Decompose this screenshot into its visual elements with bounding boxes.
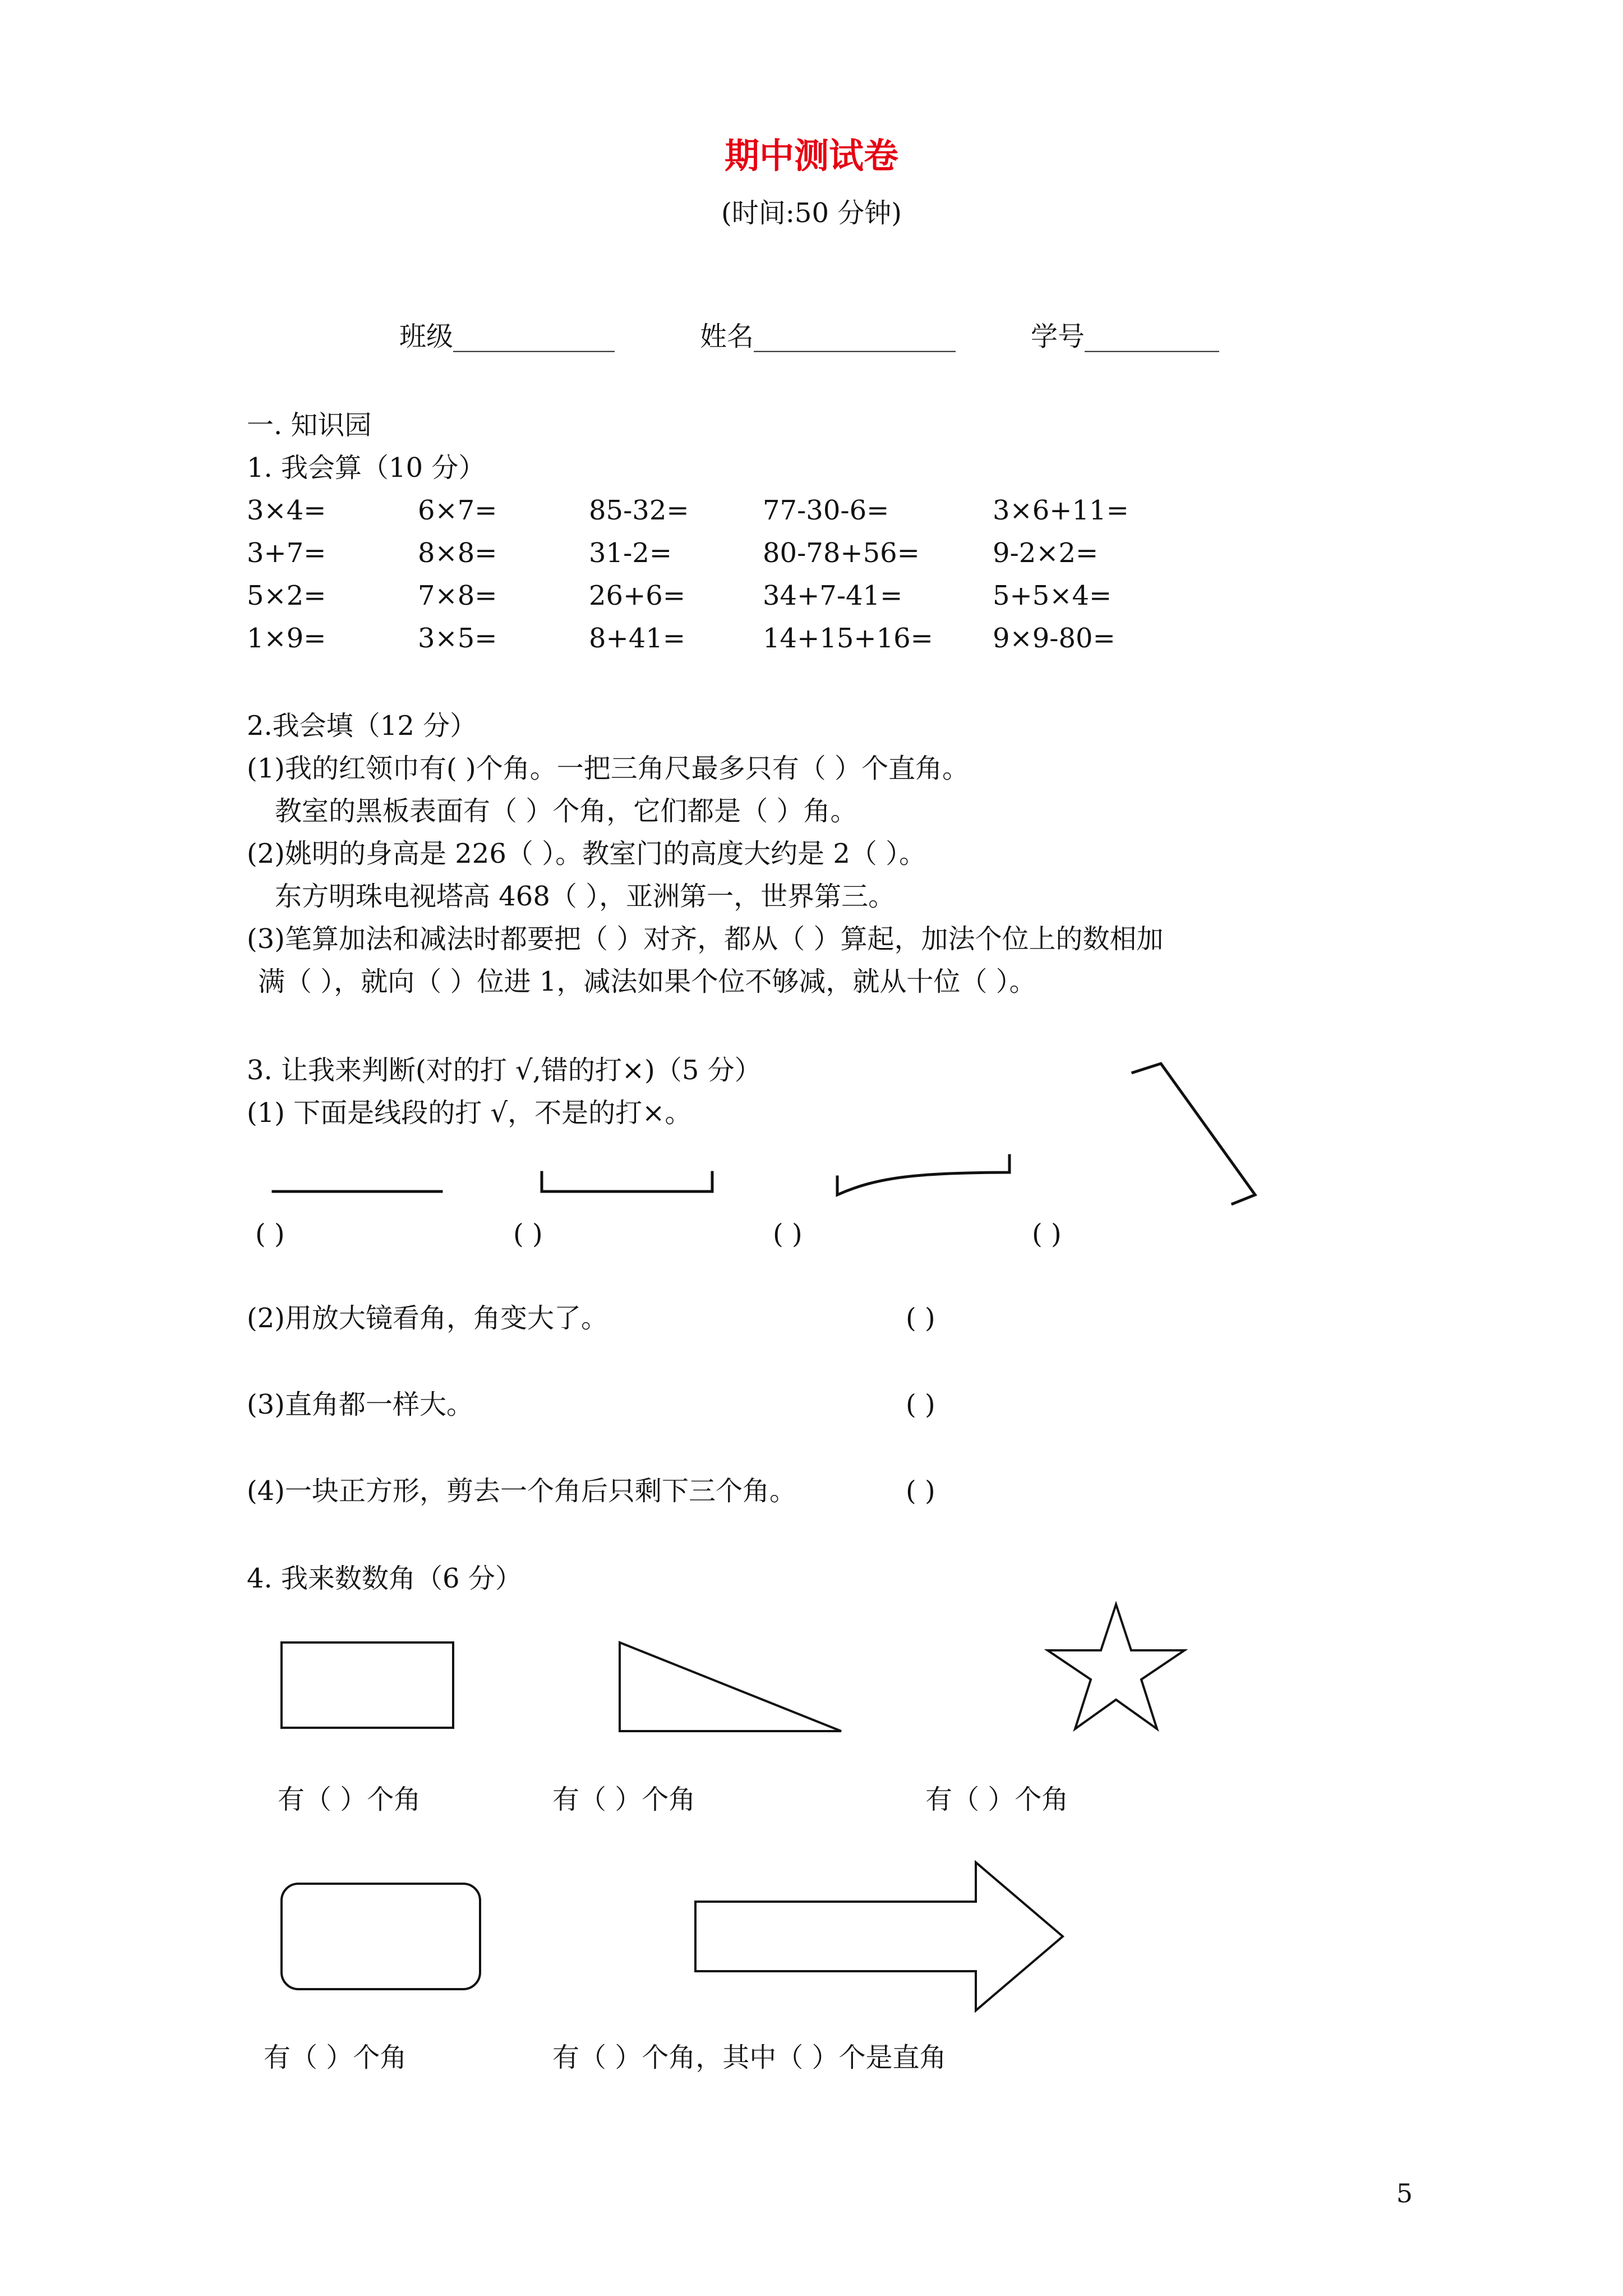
judge-statement: (2)用放大镜看角，角变大了。 xyxy=(247,1303,608,1334)
judge-blank[interactable]: ( ) xyxy=(255,1218,285,1250)
question-1-title: 1. 我会算（10 分） xyxy=(247,452,486,484)
question-2-title: 2.我会填（12 分） xyxy=(247,710,477,742)
question-3-sub1: (1) 下面是线段的打 √，不是的打×。 xyxy=(247,1097,692,1129)
question-3-title: 3. 让我来判断(对的打 √,错的打×)（5 分） xyxy=(247,1055,762,1086)
angle-count-answer[interactable]: 有（ ）个角 xyxy=(278,1784,421,1815)
calc-item: 8+41= xyxy=(589,623,686,654)
section-heading: 一. 知识园 xyxy=(247,409,372,441)
judge-blank[interactable]: ( ) xyxy=(906,1389,935,1420)
calc-item: 77-30-6= xyxy=(763,495,889,526)
judge-blank[interactable]: ( ) xyxy=(906,1303,935,1334)
calc-item: 3×4= xyxy=(247,495,326,526)
question-4-title: 4. 我来数数角（6 分） xyxy=(247,1563,522,1594)
fill-line: (3)笔算加法和减法时都要把（ ）对齐，都从（ ）算起，加法个位上的数相加 xyxy=(247,923,1164,955)
name-field[interactable]: 姓名_______________ xyxy=(700,321,956,352)
judge-blank[interactable]: ( ) xyxy=(513,1218,543,1250)
fill-line: 教室的黑板表面有（ ）个角，它们都是（ ）角。 xyxy=(275,795,857,827)
calc-item: 9-2×2= xyxy=(993,537,1099,569)
fill-line: (1)我的红领巾有( )个角。一把三角尺最多只有（ ）个直角。 xyxy=(247,753,969,784)
student-number-field[interactable]: 学号__________ xyxy=(1031,321,1220,352)
fill-line: 满（ ），就向（ ）位进 1，减法如果个位不够减，就从十位（ ）。 xyxy=(258,966,1036,997)
calc-item: 5+5×4= xyxy=(993,580,1112,611)
rectangle-shape xyxy=(282,1642,453,1728)
angle-count-answer[interactable]: 有（ ）个角，其中（ ）个是直角 xyxy=(552,2042,947,2073)
time-limit: (时间:50 分钟) xyxy=(721,197,902,229)
page-title: 期中测试卷 xyxy=(724,135,898,176)
rounded-rectangle-shape xyxy=(282,1884,480,1989)
judge-statement: (4)一块正方形，剪去一个角后只剩下三个角。 xyxy=(247,1475,796,1507)
star-shape xyxy=(1048,1604,1184,1729)
fill-line: (2)姚明的身高是 226（ ）。教室门的高度大约是 2（ ）。 xyxy=(247,838,926,869)
fill-line: 东方明珠电视塔高 468（ ），亚洲第一，世界第三。 xyxy=(275,881,896,912)
judge-blank[interactable]: ( ) xyxy=(1032,1218,1062,1250)
calc-item: 5×2= xyxy=(247,580,326,611)
calc-item: 3×6+11= xyxy=(993,495,1129,526)
arrow-shape xyxy=(695,1862,1063,2010)
angle-count-answer[interactable]: 有（ ）个角 xyxy=(264,2042,407,2073)
calc-item: 6×7= xyxy=(418,495,497,526)
judge-blank[interactable]: ( ) xyxy=(906,1475,935,1507)
calc-item: 14+15+16= xyxy=(763,623,933,654)
right-triangle-shape xyxy=(620,1642,841,1731)
calc-item: 85-32= xyxy=(589,495,689,526)
calc-item: 34+7-41= xyxy=(763,580,903,611)
calc-item: 9×9-80= xyxy=(993,623,1115,654)
angle-count-answer[interactable]: 有（ ）个角 xyxy=(552,1784,696,1815)
calc-item: 1×9= xyxy=(247,623,326,654)
calc-item: 3×5= xyxy=(418,623,497,654)
calc-item: 26+6= xyxy=(589,580,686,611)
calc-item: 7×8= xyxy=(418,580,497,611)
page-number: 5 xyxy=(1396,2178,1413,2208)
calc-item: 31-2= xyxy=(589,537,672,569)
calc-item: 3+7= xyxy=(247,537,326,569)
class-field[interactable]: 班级____________ xyxy=(399,321,615,352)
calc-item: 80-78+56= xyxy=(763,537,920,569)
angle-count-answer[interactable]: 有（ ）个角 xyxy=(925,1784,1069,1815)
calc-item: 8×8= xyxy=(418,537,497,569)
judge-blank[interactable]: ( ) xyxy=(773,1218,803,1250)
judge-statement: (3)直角都一样大。 xyxy=(247,1389,473,1420)
